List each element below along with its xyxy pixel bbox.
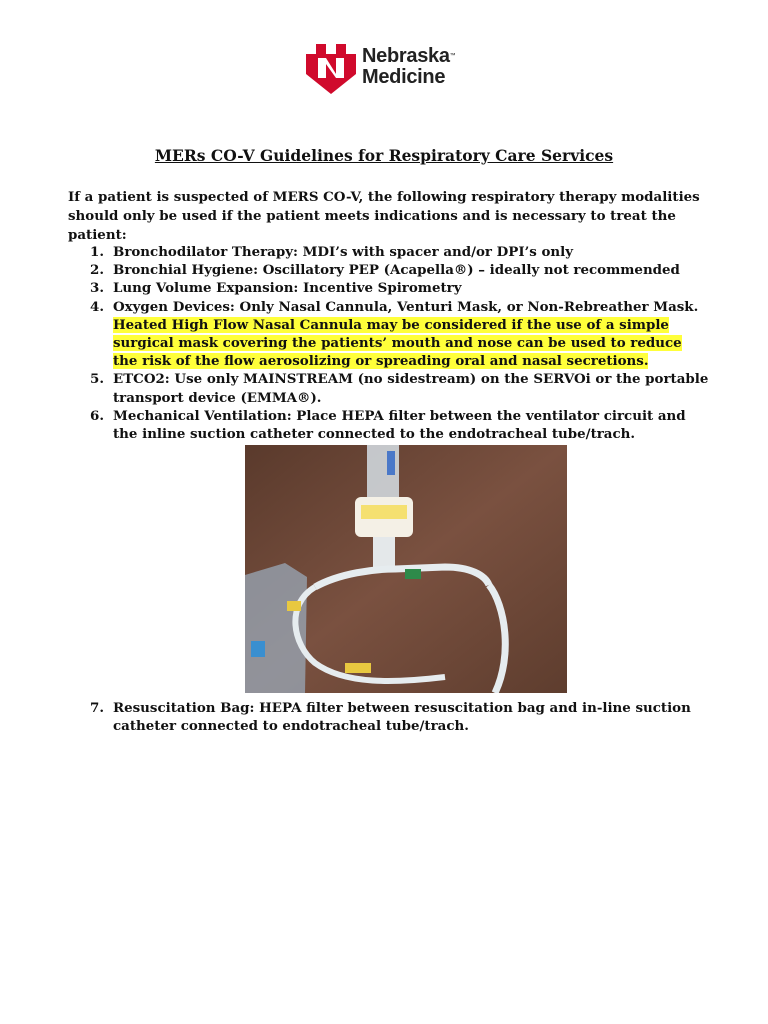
item-text: ETCO2: Use only MAINSTREAM (no sidestream) on the SERVOi or the portable transport device (EMMA®). bbox=[113, 371, 709, 406]
item-number: 7. bbox=[90, 700, 104, 717]
item-number: 3. bbox=[90, 280, 104, 297]
item-text: Resuscitation Bag: HEPA filter between resuscitation bag and in-line suction catheter connected to endotracheal tube/trach. bbox=[113, 700, 691, 735]
hepa-filter-photo bbox=[245, 445, 567, 693]
list-item bbox=[90, 298, 710, 371]
nebraska-medicine-logo bbox=[306, 44, 476, 96]
guidelines-list bbox=[90, 243, 710, 736]
list-item bbox=[90, 279, 710, 297]
item-text: Mechanical Ventilation: Place HEPA filter between the ventilator circuit and the inline suction catheter connected to the endotracheal tube/trach. bbox=[113, 407, 686, 443]
logo-wordmark bbox=[362, 46, 455, 88]
item-text: Oxygen Devices: Only Nasal Cannula, Venturi Mask, or Non-Rebreather Mask. bbox=[113, 298, 699, 315]
item-number: 1. bbox=[90, 244, 104, 260]
page-title: MERs CO-V Guidelines for Respiratory Care Services bbox=[154, 146, 614, 165]
item-number: 5. bbox=[90, 371, 104, 388]
intro-paragraph: If a patient is suspected of MERS CO-V, the following respiratory therapy modalities should only be used if the patient meets indications and is necessary to treat the patient: bbox=[68, 189, 700, 243]
item-number: 4. bbox=[90, 298, 104, 315]
list-item bbox=[90, 407, 710, 443]
logo-line2: Medicine bbox=[362, 66, 446, 88]
list-item bbox=[90, 261, 710, 279]
item-number: 6. bbox=[90, 407, 104, 424]
item-text: Bronchial Hygiene: Oscillatory PEP (Acapella®) – ideally not recommended bbox=[113, 262, 680, 279]
item-number: 2. bbox=[90, 262, 104, 279]
logo-trademark: ™ bbox=[449, 53, 456, 59]
list-item bbox=[90, 699, 710, 735]
logo-line1: Nebraska bbox=[362, 45, 450, 67]
item-text: Lung Volume Expansion: Incentive Spirometry bbox=[113, 280, 462, 297]
list-item bbox=[90, 243, 710, 261]
highlighted-text: Heated High Flow Nasal Cannula may be considered if the use of a simple surgical mask covering the patients’ mouth and nose can be used to reduce the risk of the flow aerosolizing or spreading oral and nasal secretions. bbox=[113, 316, 682, 370]
list-item bbox=[90, 370, 710, 406]
n-logo-icon bbox=[306, 44, 356, 96]
item-text: Bronchodilator Therapy: MDI’s with spacer and/or DPI’s only bbox=[113, 244, 573, 260]
